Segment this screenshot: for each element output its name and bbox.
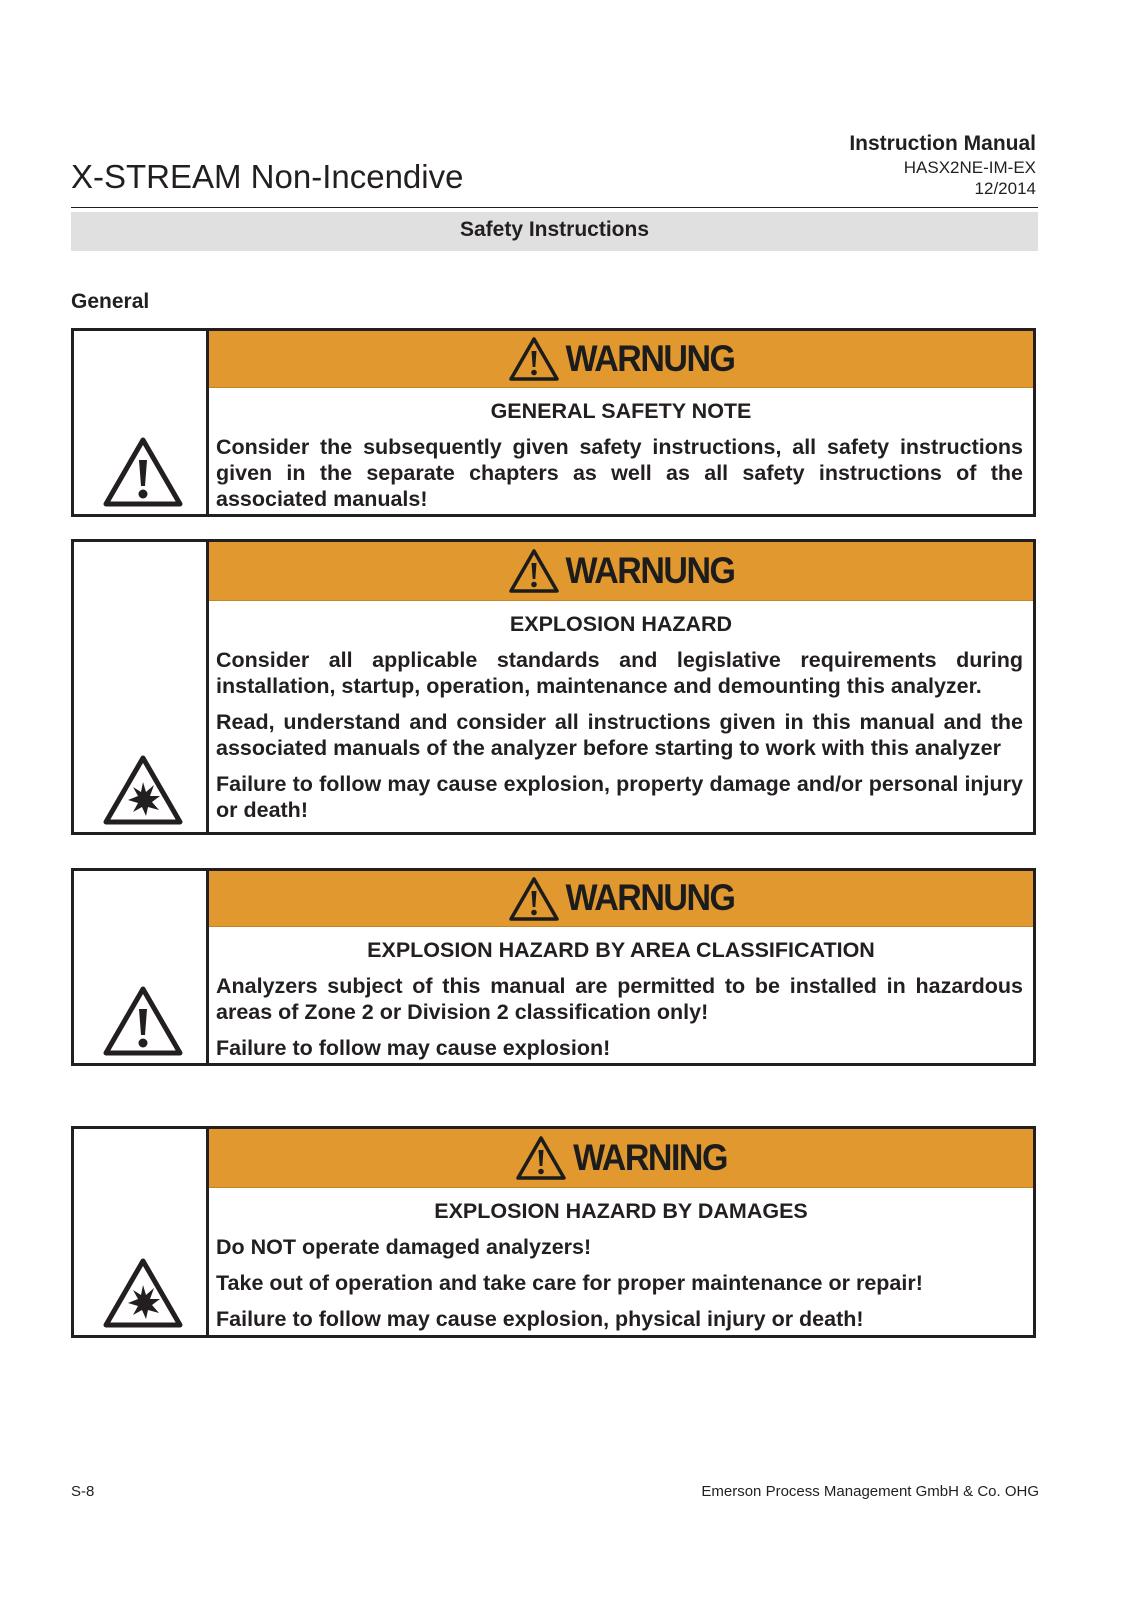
signal-word: WARNUNG xyxy=(565,549,735,591)
document-title: X-STREAM Non-Incendive xyxy=(71,158,464,195)
exclamation-triangle-icon xyxy=(102,985,184,1057)
warning-text: Failure to follow may cause explosion, property damage and/or personal injury or death! xyxy=(216,772,1023,822)
explosion-triangle-icon xyxy=(102,1257,184,1329)
warning-triangle-icon xyxy=(508,336,560,382)
subsection-title: General xyxy=(71,290,150,313)
page-number: S-8 xyxy=(71,1483,95,1500)
signal-word: WARNUNG xyxy=(565,337,735,379)
warning-text: Read, understand and consider all instructions given in this manual and the associated manuals of the analyzer before starting to work with this analyzer xyxy=(216,710,1023,760)
warning-icon-cell xyxy=(74,542,209,832)
warning-text: Failure to follow may cause explosion, physical injury or death! xyxy=(216,1307,864,1331)
warning-triangle-icon xyxy=(515,1135,567,1181)
warning-text: Analyzers subject of this manual are permitted to be installed in hazardous areas of Zone 2 or Division 2 classification only! xyxy=(216,974,1023,1024)
header-divider xyxy=(71,207,1038,208)
warning-heading: EXPLOSION HAZARD xyxy=(509,612,733,636)
warning-heading: EXPLOSION HAZARD BY DAMAGES xyxy=(434,1199,808,1223)
footer-company: Emerson Process Management GmbH & Co. OHG xyxy=(701,1483,1039,1500)
warning-text: Take out of operation and take care for proper maintenance or repair! xyxy=(216,1271,923,1295)
manual-label: Instruction Manual xyxy=(849,132,1036,155)
warning-box-general-safety xyxy=(71,328,1036,517)
explosion-triangle-icon xyxy=(102,754,184,826)
exclamation-triangle-icon xyxy=(102,436,184,508)
warning-box-area-classification xyxy=(71,868,1036,1066)
document-date: 12/2014 xyxy=(974,179,1036,198)
signal-word: WARNING xyxy=(573,1136,727,1178)
warning-triangle-icon xyxy=(508,548,560,594)
section-title-bar: Safety Instructions xyxy=(71,212,1038,251)
warning-triangle-icon xyxy=(508,876,560,922)
warning-box-explosion-hazard xyxy=(71,539,1036,835)
warning-banner xyxy=(209,331,1033,388)
warning-box-damages xyxy=(71,1126,1036,1338)
warning-text: Failure to follow may cause explosion! xyxy=(216,1036,611,1060)
warning-text: Consider the subsequently given safety instructions, all safety instructions given in the separate chapters as well as all safety instructions of the associated manuals! xyxy=(216,435,1023,511)
warning-heading: EXPLOSION HAZARD BY AREA CLASSIFICATION xyxy=(367,938,875,962)
signal-word: WARNUNG xyxy=(565,877,735,919)
warning-icon-cell xyxy=(74,871,209,1063)
warning-heading: GENERAL SAFETY NOTE xyxy=(490,399,752,423)
document-code: HASX2NE-IM-EX xyxy=(903,158,1036,177)
header-info xyxy=(849,131,1036,199)
warning-banner xyxy=(209,1129,1033,1188)
warning-text: Consider all applicable standards and legislative requirements during installation, startup, operation, maintenance and demounting this analyzer. xyxy=(216,648,1023,698)
warning-icon-cell xyxy=(74,1129,209,1335)
warning-icon-cell xyxy=(74,331,209,514)
warning-banner xyxy=(209,542,1033,601)
warning-banner xyxy=(209,871,1033,927)
warning-text: Do NOT operate damaged analyzers! xyxy=(216,1235,592,1259)
